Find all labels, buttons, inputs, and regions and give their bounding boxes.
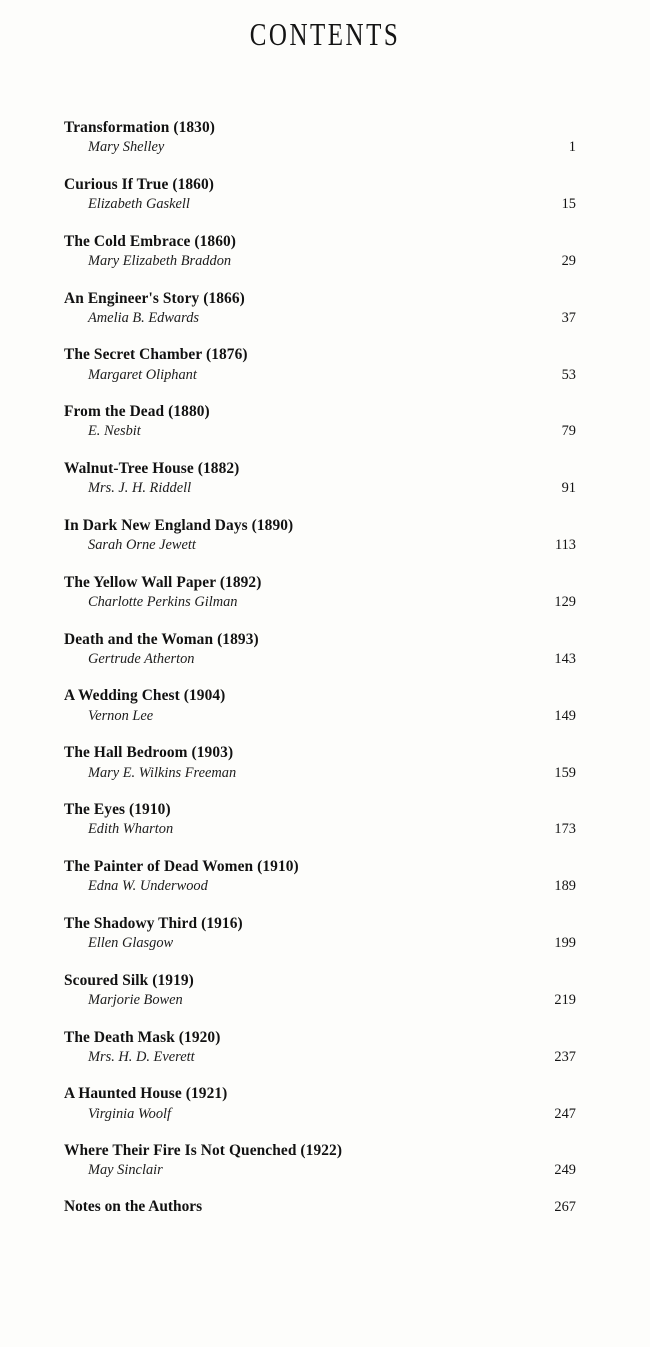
toc-entry-page-number: 143: [554, 650, 576, 667]
toc-entry-page-number: 15: [561, 196, 576, 213]
toc-entry-title: Curious If True (1860): [64, 175, 214, 193]
toc-entry-title: An Engineer's Story (1866): [64, 289, 245, 307]
toc-entry[interactable]: [64, 1198, 586, 1216]
toc-entry-row: [64, 992, 586, 1009]
toc-entry-page-number: 267: [554, 1199, 576, 1216]
toc-entry-author: Elizabeth Gaskell: [88, 196, 190, 213]
toc-entry[interactable]: [64, 1028, 586, 1066]
toc-entry-author: Mary E. Wilkins Freeman: [88, 764, 237, 781]
toc-entry-author: Gertrude Atherton: [88, 650, 195, 667]
toc-entry[interactable]: [64, 345, 586, 383]
toc-entry-page-number: 247: [554, 1105, 576, 1122]
toc-entry-title: A Wedding Chest (1904): [64, 687, 226, 705]
toc-entry-row: [64, 139, 586, 156]
toc-entry[interactable]: [64, 289, 586, 327]
toc-entry[interactable]: [64, 1141, 586, 1179]
toc-entry-title: Walnut-Tree House (1882): [64, 460, 240, 478]
toc-entry-page-number: 173: [554, 821, 576, 838]
toc-entry-row: [64, 1106, 586, 1123]
toc-entry-title: Notes on the Authors: [64, 1198, 203, 1216]
toc-entry-author: Edna W. Underwood: [88, 878, 208, 895]
toc-entry-row: [64, 708, 586, 725]
toc-entry-page-number: 149: [554, 707, 576, 724]
toc-entry-author: Mrs. J. H. Riddell: [88, 480, 192, 497]
toc-entry-title: Transformation (1830): [64, 119, 216, 136]
toc-entry[interactable]: [64, 118, 586, 156]
toc-entry-author: Virginia Woolf: [88, 1105, 172, 1122]
toc-entry-row: [64, 1162, 586, 1179]
toc-entry-row: [64, 253, 586, 270]
toc-entry[interactable]: [64, 459, 586, 497]
toc-entry-row: [64, 821, 586, 838]
toc-entry-author: Vernon Lee: [88, 707, 154, 724]
toc-entry-row: [64, 537, 586, 554]
toc-entry-author: Mary Shelley: [88, 139, 165, 156]
toc-entry-title: From the Dead (1880): [64, 403, 210, 421]
toc-entry-author: Margaret Oliphant: [88, 366, 197, 383]
toc-entry-row: [64, 651, 586, 668]
toc-entry[interactable]: [64, 232, 586, 270]
toc-entry-page-number: 199: [554, 935, 576, 952]
toc-entry-author: Mrs. H. D. Everett: [88, 1048, 195, 1065]
toc-entry[interactable]: [64, 573, 586, 611]
toc-entry-row: [64, 594, 586, 611]
toc-entry-author: May Sinclair: [88, 1162, 163, 1179]
toc-entry-page-number: 37: [561, 309, 576, 326]
toc-entry[interactable]: [64, 971, 586, 1009]
toc-entry[interactable]: [64, 1084, 586, 1122]
toc-entry-row: [64, 196, 586, 213]
toc-entry-page-number: 189: [554, 878, 576, 895]
table-of-contents: [64, 118, 586, 1235]
toc-entry-page-number: 79: [561, 423, 576, 440]
toc-entry[interactable]: [64, 630, 586, 668]
toc-entry-author: E. Nesbit: [88, 423, 141, 440]
toc-entry-page-number: 113: [554, 537, 576, 554]
toc-entry-title: The Yellow Wall Paper (1892): [64, 573, 262, 591]
toc-entry[interactable]: [64, 857, 586, 895]
toc-entry[interactable]: [64, 402, 586, 440]
toc-entry-page-number: 237: [554, 1048, 576, 1065]
toc-entry-title: Death and the Woman (1893): [64, 630, 259, 648]
toc-entry-page-number: 91: [561, 480, 576, 497]
toc-entry[interactable]: [64, 914, 586, 952]
toc-entry[interactable]: [64, 743, 586, 781]
toc-entry-row: [64, 423, 586, 440]
toc-entry-title: Where Their Fire Is Not Quenched (1922): [64, 1142, 343, 1160]
toc-entry-row: [64, 367, 586, 384]
toc-entry[interactable]: [64, 800, 586, 838]
toc-entry-title: The Shadowy Third (1916): [64, 914, 243, 932]
toc-entry-page-number: 29: [561, 252, 576, 269]
page-title: CONTENTS: [249, 17, 401, 53]
toc-entry-page-number: 129: [554, 594, 576, 610]
toc-entry-page-number: 1: [568, 139, 576, 156]
toc-entry-title: The Cold Embrace (1860): [64, 232, 237, 250]
toc-entry-title: The Eyes (1910): [64, 801, 171, 819]
toc-entry-author: Amelia B. Edwards: [88, 309, 199, 326]
toc-entry-title: The Painter of Dead Women (1910): [64, 857, 299, 875]
toc-entry-row: [64, 935, 586, 952]
toc-entry-row: [64, 310, 586, 327]
toc-entry-page-number: 219: [554, 991, 576, 1008]
toc-entry-page-number: 159: [554, 764, 576, 781]
toc-entry-row: [64, 1049, 586, 1066]
toc-entry-page-number: 53: [561, 366, 576, 383]
toc-entry[interactable]: [64, 516, 586, 554]
toc-entry-author: Sarah Orne Jewett: [88, 537, 196, 554]
toc-entry-row: [64, 878, 586, 895]
toc-entry-title: The Hall Bedroom (1903): [64, 744, 234, 762]
toc-entry-title: Scoured Silk (1919): [64, 971, 194, 989]
toc-entry-row: [64, 765, 586, 782]
toc-entry[interactable]: [64, 686, 586, 724]
toc-entry-title: The Secret Chamber (1876): [64, 346, 248, 364]
toc-entry-title: In Dark New England Days (1890): [64, 516, 294, 534]
toc-entry-author: Edith Wharton: [88, 821, 174, 838]
toc-entry-author: Mary Elizabeth Braddon: [88, 252, 232, 269]
toc-entry-row: [64, 480, 586, 497]
toc-entry[interactable]: [64, 175, 586, 213]
toc-entry-author: Ellen Glasgow: [88, 935, 174, 952]
toc-entry-title: The Death Mask (1920): [64, 1028, 221, 1046]
toc-entry-row: [64, 1198, 586, 1216]
toc-entry-author: Charlotte Perkins Gilman: [88, 594, 238, 610]
toc-entry-title: A Haunted House (1921): [64, 1085, 228, 1103]
toc-entry-author: Marjorie Bowen: [88, 991, 183, 1008]
toc-entry-page-number: 249: [554, 1162, 576, 1179]
